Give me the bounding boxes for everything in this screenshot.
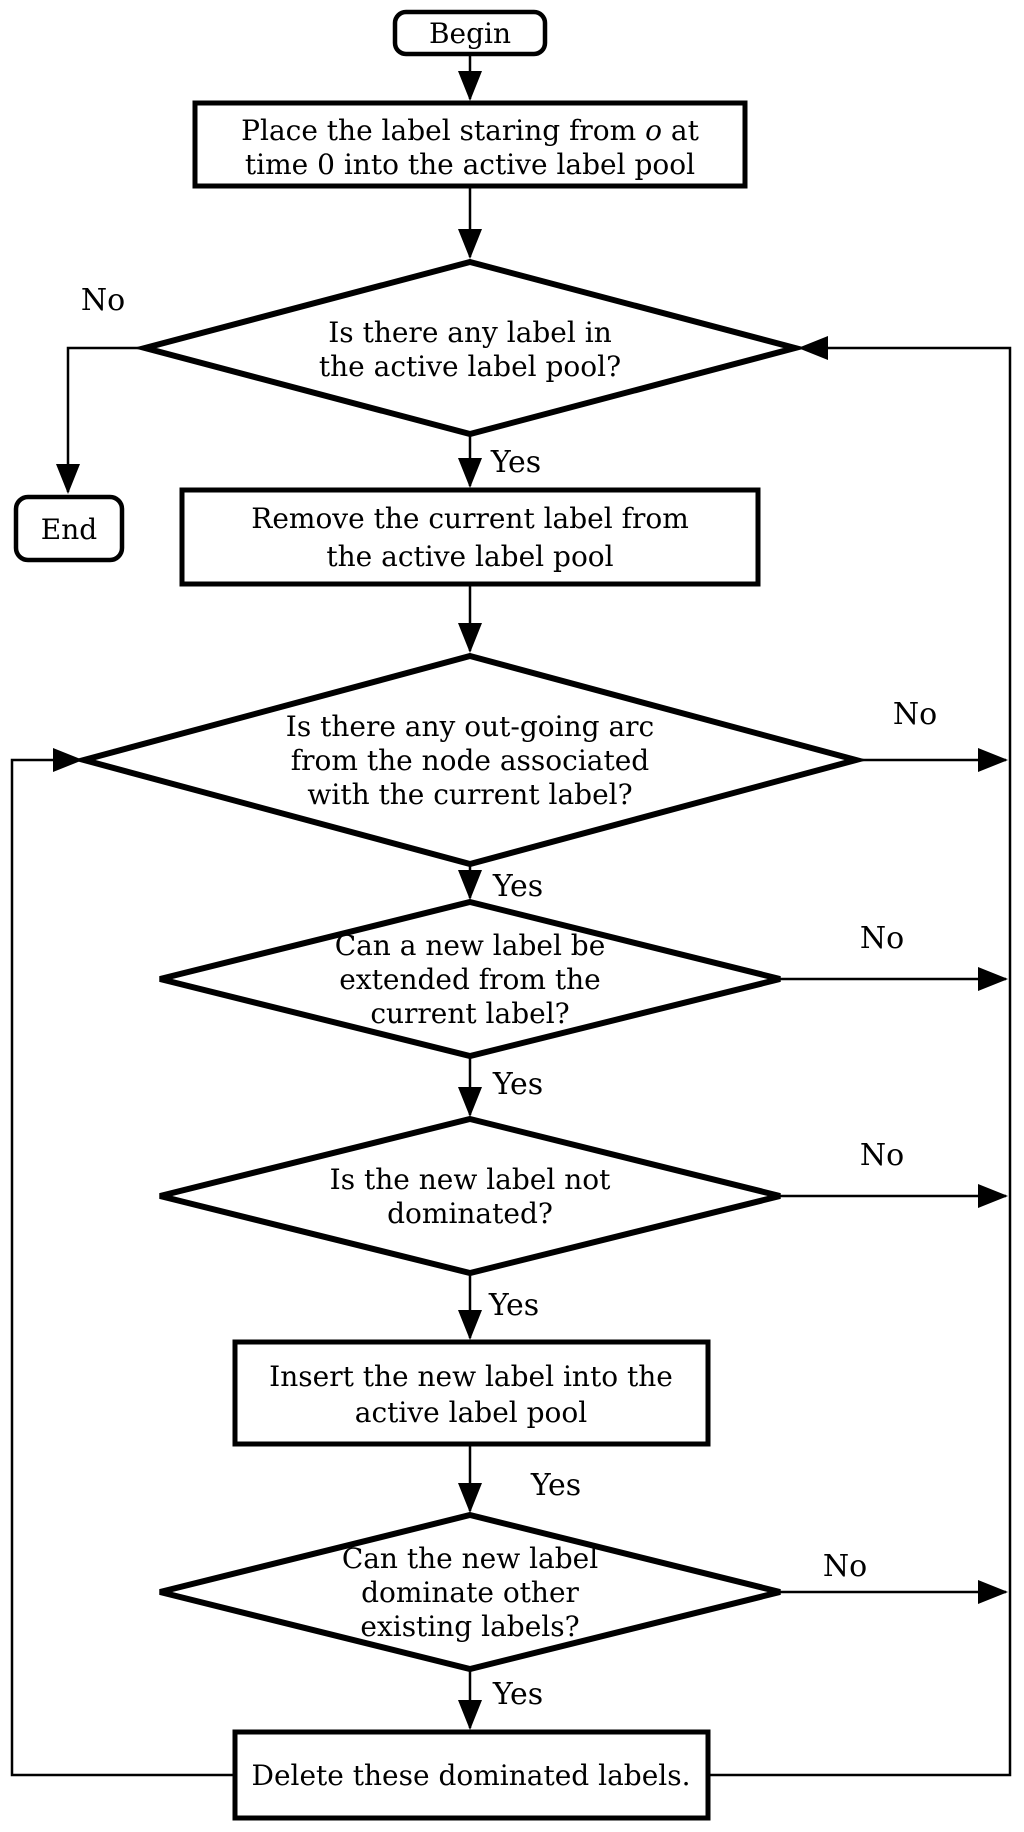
extend-check-line2: extended from the — [339, 963, 601, 996]
arc-check-yes-label: Yes — [492, 869, 544, 904]
node-dominated-check — [160, 1119, 780, 1273]
extend-check-line3: current label? — [370, 997, 570, 1030]
place-line1: Place the label staring from o at — [241, 114, 699, 147]
end-label: End — [40, 513, 98, 546]
extend-check-yes-label: Yes — [492, 1067, 544, 1102]
place-line2: time 0 into the active label pool — [244, 148, 696, 181]
extend-check-no-label: No — [859, 921, 905, 956]
arc-check-line1: Is there any out-going arc — [285, 710, 655, 743]
remove-line2: the active label pool — [326, 540, 614, 573]
dominated-check-yes-label: Yes — [488, 1288, 540, 1323]
delete-label: Delete these dominated labels. — [251, 1759, 691, 1792]
dominate-check-no-label: No — [822, 1549, 868, 1584]
node-pool-check — [145, 262, 795, 434]
node-delete-labels — [235, 1732, 708, 1818]
node-remove-label — [182, 490, 758, 584]
dominated-check-no-label: No — [859, 1138, 905, 1173]
node-place-label — [195, 103, 745, 186]
edge-left-collector-to-arc-check — [12, 760, 235, 1775]
node-arc-check — [84, 656, 856, 864]
remove-line1: Remove the current label from — [251, 502, 689, 535]
node-begin — [395, 12, 545, 54]
pool-check-no-label: No — [80, 283, 126, 318]
node-extend-check — [160, 902, 780, 1056]
insert-line1: Insert the new label into the — [269, 1360, 673, 1393]
pool-check-yes-label: Yes — [490, 445, 542, 480]
dominate-check-line1: Can the new label — [341, 1542, 599, 1575]
dominate-check-line3: existing labels? — [360, 1610, 580, 1643]
dominated-check-line2: dominated? — [387, 1197, 553, 1230]
begin-label: Begin — [428, 17, 512, 50]
pool-check-line2: the active label pool? — [318, 350, 622, 383]
node-insert-label — [235, 1342, 708, 1444]
arc-check-line3: with the current label? — [307, 778, 633, 811]
edge-pool-check-no-to-end — [68, 348, 145, 492]
arc-check-line2: from the node associated — [290, 744, 650, 777]
dominate-check-yes-label: Yes — [492, 1677, 544, 1712]
extend-check-line1: Can a new label be — [334, 929, 606, 962]
dominated-check-line1: Is the new label not — [329, 1163, 611, 1196]
dominate-check-line2: dominate other — [361, 1576, 579, 1609]
arc-check-no-label: No — [892, 697, 938, 732]
dominated-check-decision-shape — [160, 1119, 780, 1273]
insert-line2: active label pool — [354, 1396, 588, 1429]
node-dominate-check — [160, 1515, 780, 1669]
node-end — [16, 497, 122, 560]
insert-yes-label: Yes — [530, 1468, 582, 1503]
pool-check-line1: Is there any label in — [328, 316, 612, 349]
